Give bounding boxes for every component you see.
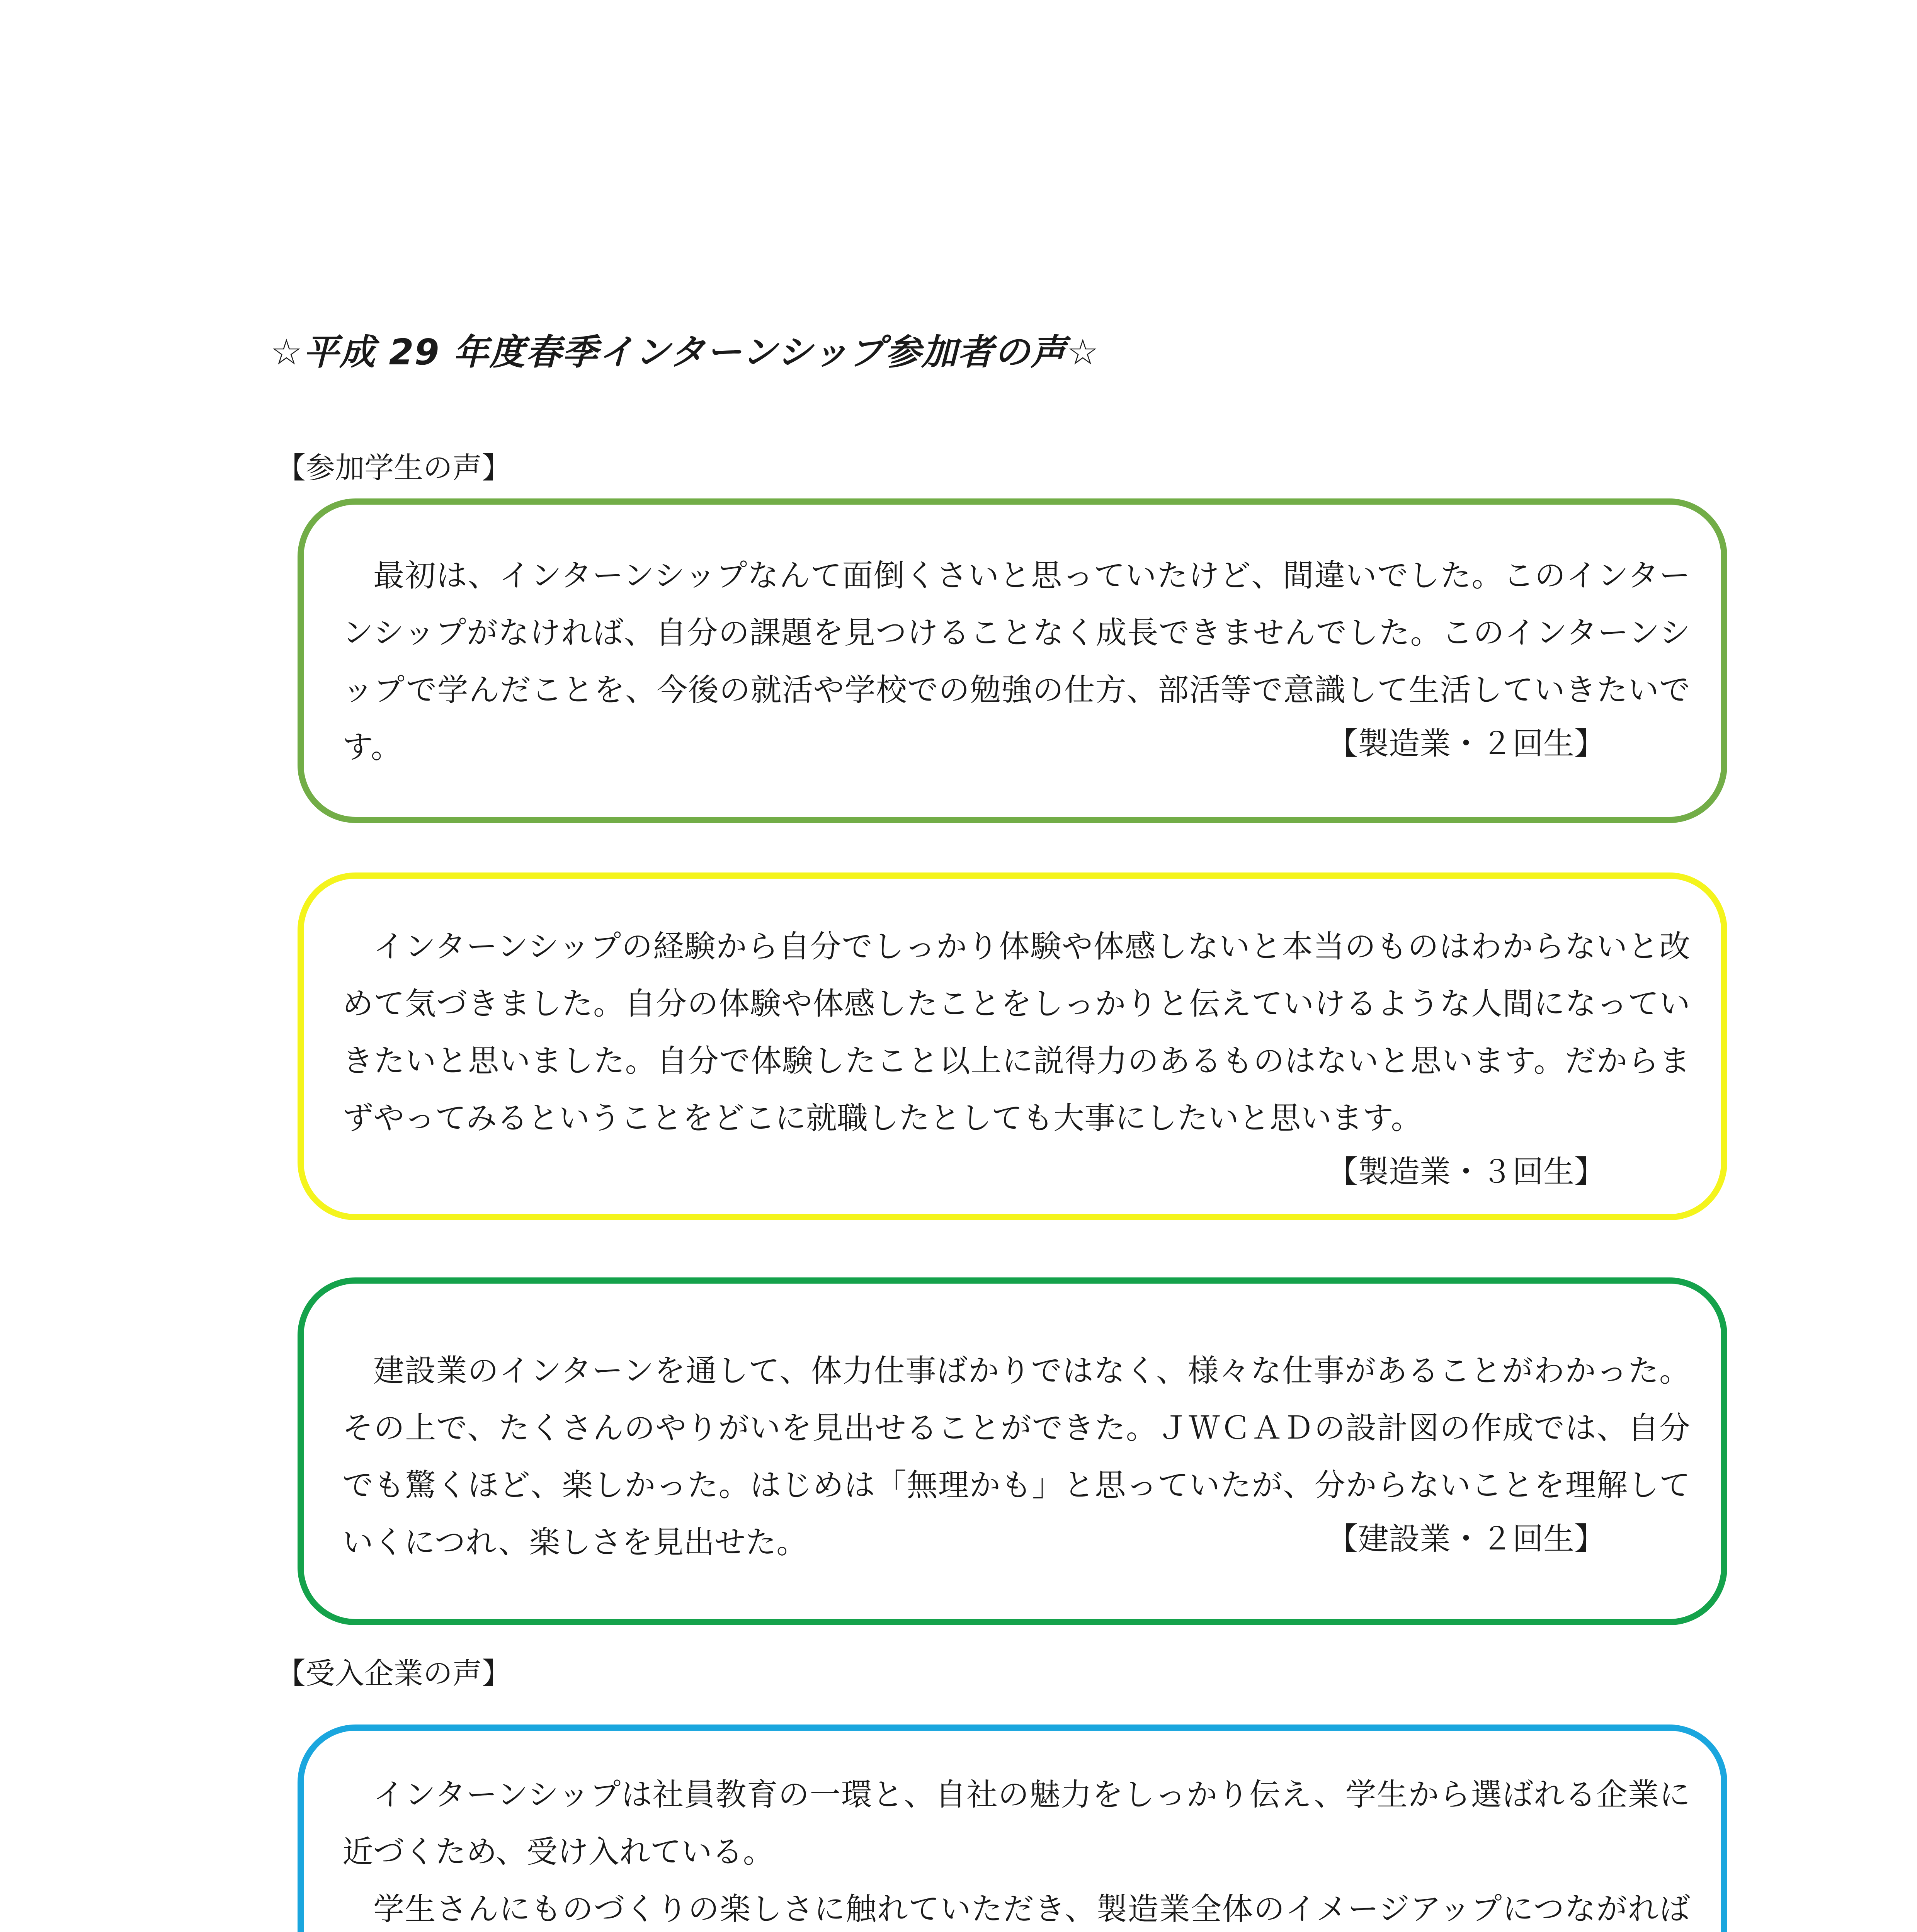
company-voice-paragraph: インターンシップは社員教育の一環と、自社の魅力をしっかり伝え、学生から選ばれる企業に近づくため、受け入れている。 (342, 1777, 1690, 1870)
student-voice-attribution: 【製造業・２回生】 (1327, 726, 1605, 762)
student-voice-text: 最初は、インターンシップなんて面倒くさいと思っていたけど、間違いでした。このインターンシップがなければ、自分の課題を見つけることなく成長できませんでした。このインターンシップで学んだことを、今後の就活や学校での勉強の仕方、部活等で意識して生活していきたいです。 (342, 558, 1690, 765)
student-voice-box-1 (298, 498, 1727, 823)
student-voice-attribution: 【製造業・３回生】 (1327, 1154, 1605, 1190)
student-voice-box-3 (298, 1277, 1727, 1625)
student-voice-attribution: 【建設業・２回生】 (1327, 1521, 1605, 1557)
companies-section-label: 【受入企業の声】 (276, 1656, 511, 1690)
student-voice-text: インターンシップの経験から自分でしっかり体験や体感しないと本当のものはわからないと改めて気づきました。自分の体験や体感したことをしっかりと伝えていけるような人間になっていきたいと思いました。自分で体験したこと以上に説得力のあるものはないと思います。だからまずやってみるということをどこに就職したとしても大事にしたいと思います。 (342, 929, 1690, 1136)
student-voice-text: 建設業のインターンを通して、体力仕事ばかりではなく、様々な仕事があることがわかった。その上で、たくさんのやりがいを見出せることができた。ＪＷＣＡＤの設計図の作成では、自分でも驚くほど、楽しかった。はじめは「無理かも」と思っていたが、分からないことを理解していくにつれ、楽しさを見出せた。 (342, 1353, 1690, 1560)
student-voice-box-2 (298, 872, 1727, 1220)
company-voice-box-1 (298, 1725, 1727, 1932)
company-voice-paragraph: 学生さんにものづくりの楽しさに触れていただき、製造業全体のイメージアップにつながれば (373, 1891, 1690, 1927)
students-section-label: 【参加学生の声】 (276, 451, 511, 485)
company-voice-text (342, 1766, 1690, 1932)
page-title: ☆平成 29 年度春季インターンシップ参加者の声☆ (270, 332, 1100, 373)
